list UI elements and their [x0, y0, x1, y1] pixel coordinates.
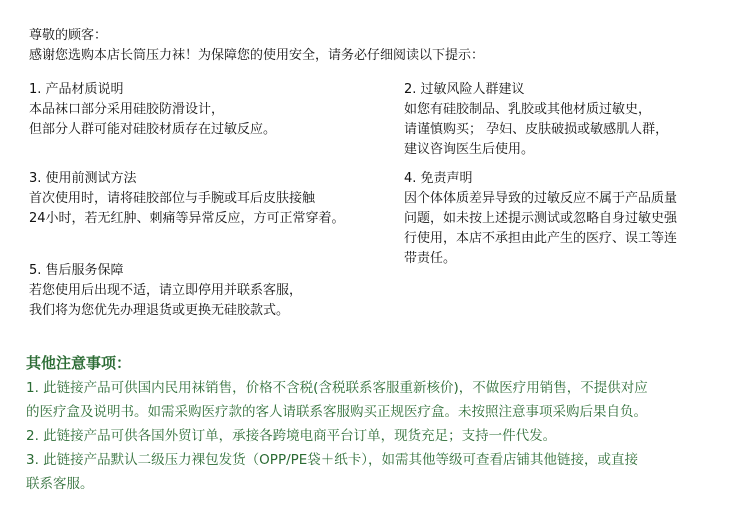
section-line: 请谨慎购买； 孕妇、皮肤破损或敏感肌人群， [404, 122, 669, 137]
greeting-salutation: 尊敬的顾客： [29, 28, 108, 43]
section-after-sales [29, 261, 302, 321]
section-line: 行使用，本店不承担由此产生的医疗、误工等连 [404, 231, 678, 246]
section-line: 问题，如未按上述提示测试或忽略自身过敏史强 [404, 211, 678, 226]
notes-title: 其他注意事项： [26, 354, 132, 372]
section-title: 5. 售后服务保障 [29, 263, 124, 278]
section-line: 因个体体质差异导致的过敏反应不属于产品质量 [404, 191, 678, 206]
section-title: 3. 使用前测试方法 [29, 171, 137, 186]
section-line: 若您使用后出现不适，请立即停用并联系客服， [29, 283, 303, 298]
notes-line: 1. 此链接产品可供国内民用袜销售，价格不含税(含税联系客服重新核价)，不做医疗用销售，不提供对应 [26, 380, 648, 396]
section-title: 2. 过敏风险人群建议 [404, 82, 525, 97]
section-disclaimer [404, 169, 677, 269]
greeting-intro: 感谢您选购本店长筒压力袜！为保障您的使用安全，请务必仔细阅读以下提示： [29, 48, 485, 63]
section-line: 首次使用时，请将硅胶部位与手腕或耳后皮肤接触 [29, 191, 316, 206]
section-test-method [29, 169, 345, 229]
section-title: 4. 免责声明 [404, 171, 473, 186]
notes-line: 的医疗盒及说明书。如需采购医疗款的客人请联系客服购买正规医疗盒。未按照注意事项采购后果自负。 [26, 404, 647, 420]
greeting [29, 26, 484, 66]
notes-line: 3. 此链接产品默认二级压力裸包发货（OPP/PE袋＋纸卡），如需其他等级可查看店铺其他链接，或直接 [26, 452, 639, 468]
section-title: 1. 产品材质说明 [29, 82, 124, 97]
notes-line: 2. 此链接产品可供各国外贸订单，承接各跨境电商平台订单，现货充足；支持一件代发。 [26, 428, 557, 444]
section-line: 带责任。 [404, 251, 457, 266]
section-line: 我们将为您优先办理退货或更换无硅胶款式。 [29, 303, 290, 318]
other-notes [26, 352, 726, 496]
section-material [29, 80, 276, 140]
section-line: 如您有硅胶制品、乳胶或其他材质过敏史， [404, 102, 652, 117]
section-line: 本品袜口部分采用硅胶防滑设计， [29, 102, 225, 117]
section-line: 但部分人群可能对硅胶材质存在过敏反应。 [29, 122, 277, 137]
section-allergy-advice [404, 80, 668, 160]
notes-line: 联系客服。 [26, 476, 94, 492]
section-line: 建议咨询医生后使用。 [404, 142, 535, 157]
section-line: 24小时，若无红肿、刺痛等异常反应，方可正常穿着。 [29, 211, 345, 226]
